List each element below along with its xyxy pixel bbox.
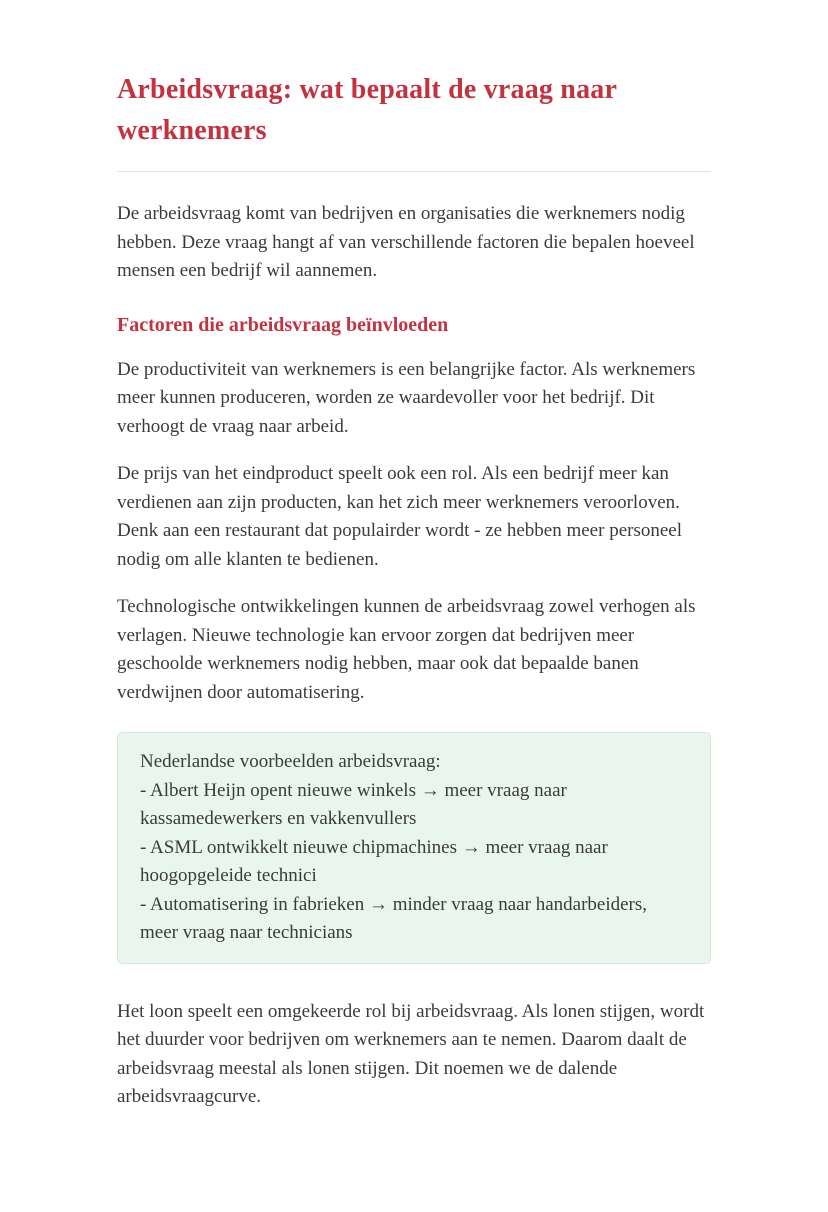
- article-page: [117, 0, 711, 1212]
- closing-paragraph: Het loon speelt een omgekeerde rol bij arbeidsvraag. Als lonen stijgen, wordt het duurder voor bedrijven om werknemers aan te nemen. Daarom daalt de arbeidsvraag meestal als lonen stijgen. Dit noemen we de dalende arbeidsvraagcurve.: [117, 1000, 705, 1108]
- page-title: Arbeidsvraag: wat bepaalt de vraag naar werknemers: [117, 74, 617, 146]
- paragraph-productiviteit: De productiviteit van werknemers is een belangrijke factor. Als werknemers meer kunnen produceren, worden ze waardevoller voor het bedrijf. Dit verhoogt de vraag naar arbeid.: [117, 358, 696, 437]
- intro-paragraph: De arbeidsvraag komt van bedrijven en organisaties die werknemers nodig hebben. Deze vraag hangt af van verschillende factoren die bepalen hoeveel mensen een bedrijf wil aannemen.: [117, 203, 695, 282]
- title-divider: [117, 171, 711, 172]
- paragraph-technologie: Technologische ontwikkelingen kunnen de arbeidsvraag zowel verhogen als verlagen. Nieuwe technologie kan ervoor zorgen dat bedrijven meer geschoolde werknemers nodig hebben, maar ook dat bepaalde banen verdwijnen door automatisering.: [117, 596, 696, 703]
- section-heading-factoren: Factoren die arbeidsvraag beïnvloeden: [117, 313, 449, 336]
- example-item-albert-heijn: - Albert Heijn opent nieuwe winkels → meer vraag naar kassamedewerkers en vakkenvullers: [140, 779, 567, 830]
- example-item-automatisering: - Automatisering in fabrieken → minder vraag naar handarbeiders, meer vraag naar technicians: [140, 893, 648, 944]
- example-box: [117, 732, 711, 964]
- paragraph-prijs-eindproduct: De prijs van het eindproduct speelt ook een rol. Als een bedrijf meer kan verdienen aan zijn producten, kan het zich meer werknemers veroorloven. Denk aan een restaurant dat populairder wordt - ze hebben meer personeel nodig om alle klanten te bedienen.: [117, 463, 682, 570]
- example-box-title: Nederlandse voorbeelden arbeidsvraag:: [140, 751, 441, 773]
- example-item-asml: - ASML ontwikkelt nieuwe chipmachines → meer vraag naar hoogopgeleide technici: [140, 836, 608, 887]
